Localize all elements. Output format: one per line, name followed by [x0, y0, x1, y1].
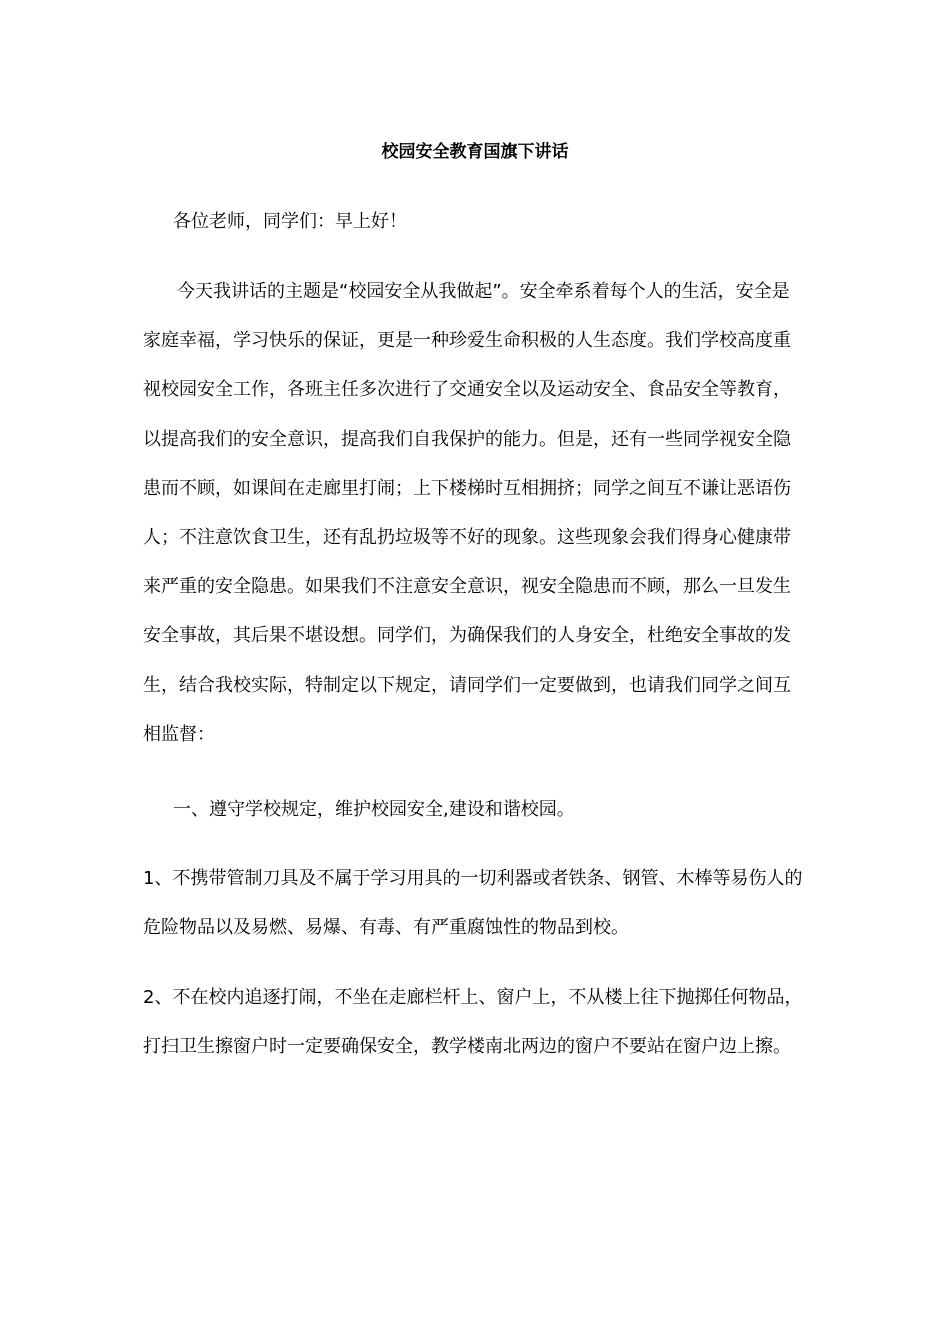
document-title: 校园安全教育国旗下讲话 — [381, 142, 569, 162]
intro-paragraph: 今天我讲话的主题是“校园安全从我做起”。安全牵系着每个人的生活，安全是家庭幸福，学习快乐的保证，更是一种珍爱生命积极的人生态度。我们学校高度重视校园安全工作，各班主任多次进行了交通安全以及运动安全、食品安全等教育，以提高我们的安全意识，提高我们自我保护的能力。但是，还有一些同学视安全隐患而不顾，如课间在走廊里打闹；上下楼梯时互相拥挤；同学之间互不谦让恶语伤人；不注意饮食卫生，还有乱扔垃圾等不好的现象。这些现象会我们得身心健康带来严重的安全隐患。如果我们不注意安全意识，视安全隐患而不顾，那么一旦发生安全事故，其后果不堪设想。同学们，为确保我们的人身安全，杜绝安全事故的发生，结合我校实际，特制定以下规定，请同学们一定要做到，也请我们同学之间互相监督： — [143, 281, 791, 745]
document-body — [143, 132, 807, 1071]
rule-item-2: 2、不在校内追逐打闹，不坐在走廊栏杆上、窗户上，不从楼上往下抛掷任何物品，打扫卫生擦窗户时一定要确保安全，教学楼南北两边的窗户不要站在窗户边上擦。 — [143, 986, 803, 1057]
rule-item-1: 1、不携带管制刀具及不属于学习用具的一切利器或者铁条、钢管、木棒等易伤人的危险物品以及易燃、易爆、有毒、有严重腐蚀性的物品到校。 — [143, 868, 803, 939]
greeting-line: 各位老师，同学们：早上好！ — [173, 211, 407, 232]
section-heading-1: 一、遵守学校规定，维护校园安全,建设和谐校园。 — [173, 799, 575, 821]
